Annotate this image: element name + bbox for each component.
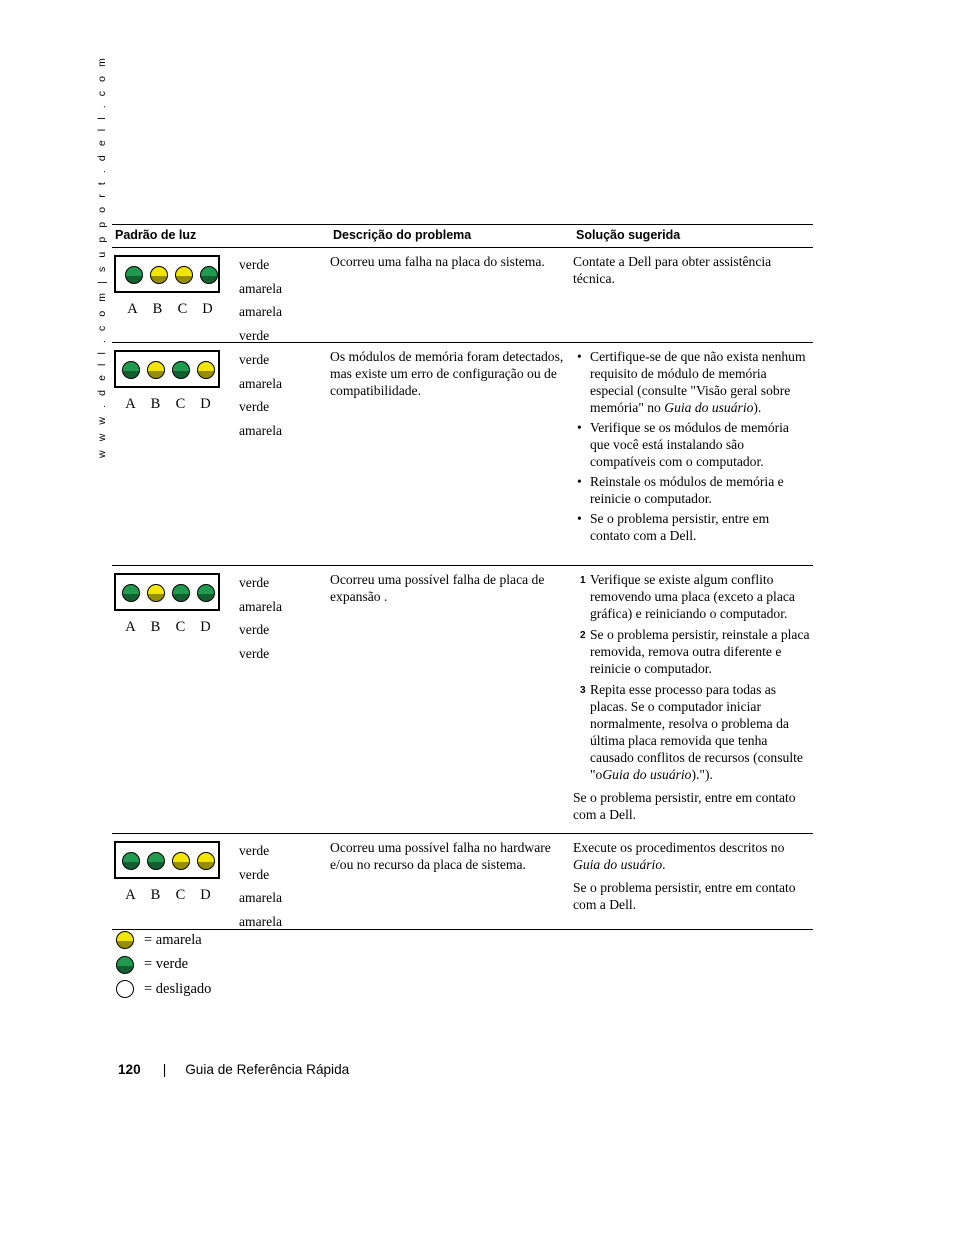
led-letters (118, 396, 328, 413)
green-led-icon (116, 956, 134, 974)
led-color-label: amarela (239, 375, 283, 391)
led-color-list (239, 839, 282, 933)
led-color-label: amarela (239, 913, 283, 929)
footer-title: Guia de Referência Rápida (185, 1062, 350, 1077)
led-panel (114, 350, 220, 388)
led-letter-b: B (150, 887, 161, 903)
legend-label-yellow: = amarela (144, 931, 202, 948)
header-pattern: Padrão de luz (112, 225, 330, 248)
led-color-label: verde (239, 399, 270, 414)
light-pattern-cell (112, 834, 330, 930)
led-color-label: amarela (239, 304, 283, 319)
led-panel (114, 255, 220, 293)
led-d-icon (197, 852, 215, 870)
led-letter-a: A (125, 619, 136, 635)
led-a-icon (122, 361, 140, 379)
led-letters (118, 619, 328, 636)
led-letter-c: C (177, 301, 188, 317)
led-c-icon (172, 584, 190, 602)
problem-description: Ocorreu uma falha na placa do sistema. (330, 248, 573, 343)
problem-description: Os módulos de memória foram detectados, mas existe um erro de configuração ou de compatibilidade. (330, 343, 573, 566)
led-letter-c: C (175, 396, 186, 412)
legend-row-green (116, 953, 211, 978)
side-url-text: w w w . d e l l . c o m | s u p p o r t . d e l l . c o m (96, 55, 108, 458)
suggested-solution (573, 566, 813, 834)
led-color-label: verde (239, 327, 270, 343)
led-letter-d: D (200, 396, 211, 412)
table-header-row (112, 225, 813, 248)
led-b-icon (150, 266, 168, 284)
side-url (82, 55, 108, 462)
table-row (112, 248, 813, 343)
light-pattern-cell (112, 248, 330, 343)
led-b-icon (147, 361, 165, 379)
led-d-icon (197, 361, 215, 379)
list-item: • Verifique se os módulos de memória que você está instalando são compatíveis com o computador. (573, 419, 811, 470)
diagnostic-light-table (112, 224, 813, 930)
led-letter-c: C (175, 887, 186, 903)
led-color-list (239, 348, 282, 442)
led-letter-b: B (152, 301, 163, 317)
led-color-label: verde (239, 645, 270, 661)
light-pattern-cell (112, 566, 330, 834)
list-item: 3 Repita esse processo para todas as placas. Se o computador iniciar normalmente, resolva o problema da última placa removida que tenha causado conflitos de recursos (consulte "oGuia do usuário)."). (580, 682, 803, 782)
led-letter-a: A (125, 887, 136, 903)
header-description: Descrição do problema (330, 225, 573, 248)
led-panel (114, 573, 220, 611)
list-item: • Certifique-se de que não exista nenhum requisito de módulo de memória especial (consulte "Visão geral sobre memória" no Guia do usuário). (573, 348, 811, 416)
table-row (112, 566, 813, 834)
list-item: 2 Se o problema persistir, reinstale a placa removida, remova outra diferente e reinicie o computador. (580, 627, 810, 676)
led-b-icon (147, 584, 165, 602)
led-letter-d: D (202, 301, 213, 317)
led-legend (116, 928, 211, 1002)
led-color-label: verde (239, 622, 270, 637)
led-letter-d: D (200, 887, 211, 903)
led-color-label: amarela (239, 422, 283, 438)
led-color-list (239, 571, 282, 665)
list-item: • Se o problema persistir, entre em contato com a Dell. (573, 510, 811, 544)
led-d-icon (200, 266, 218, 284)
led-c-icon (172, 852, 190, 870)
legend-row-yellow (116, 928, 211, 953)
led-letter-b: B (150, 619, 161, 635)
legend-row-off (116, 977, 211, 1002)
led-letters (118, 887, 328, 904)
led-letter-a: A (127, 301, 138, 317)
led-letter-a: A (125, 396, 136, 412)
led-color-label: verde (239, 843, 270, 858)
led-letters (120, 301, 328, 318)
solution-text: Execute os procedimentos descritos no Guia do usuário. (573, 840, 785, 872)
problem-description: Ocorreu uma possível falha de placa de expansão . (330, 566, 573, 834)
led-letter-d: D (200, 619, 211, 635)
legend-label-off: = desligado (144, 980, 212, 997)
led-a-icon (122, 852, 140, 870)
led-b-icon (147, 852, 165, 870)
led-panel (114, 841, 220, 879)
suggested-solution: Contate a Dell para obter assistência técnica. (573, 248, 813, 343)
led-c-icon (175, 266, 193, 284)
solution-bullets (573, 348, 811, 544)
led-color-label: amarela (239, 598, 283, 614)
off-led-icon (116, 980, 134, 998)
led-d-icon (197, 584, 215, 602)
led-color-label: verde (239, 575, 270, 590)
footer-separator: | (162, 1062, 167, 1077)
header-solution: Solução sugerida (573, 225, 813, 248)
led-color-label: amarela (239, 890, 283, 905)
problem-description: Ocorreu uma possível falha no hardware e/ou no recurso da placa de sistema. (330, 834, 573, 930)
led-color-label: verde (239, 866, 270, 882)
led-letter-b: B (150, 396, 161, 412)
list-item: • Reinstale os módulos de memória e reinicie o computador. (573, 473, 811, 507)
led-letter-c: C (175, 619, 186, 635)
legend-label-green: = verde (144, 956, 189, 973)
table-row (112, 343, 813, 566)
list-item: 1 Verifique se existe algum conflito removendo uma placa (exceto a placa gráfica) e reiniciando o computador. (580, 572, 795, 621)
led-c-icon (172, 361, 190, 379)
page-footer (118, 1062, 349, 1077)
suggested-solution (573, 343, 813, 566)
light-pattern-cell (112, 343, 330, 566)
solution-note: Se o problema persistir, entre em contato com a Dell. (573, 790, 796, 822)
led-color-list (239, 253, 282, 347)
led-a-icon (125, 266, 143, 284)
solution-note: Se o problema persistir, entre em contato com a Dell. (573, 880, 796, 912)
page-number: 120 (118, 1062, 141, 1077)
led-color-label: amarela (239, 280, 283, 296)
table-row (112, 834, 813, 930)
led-color-label: verde (239, 352, 270, 367)
suggested-solution (573, 834, 813, 930)
solution-steps (573, 571, 811, 783)
yellow-led-icon (116, 931, 134, 949)
led-color-label: verde (239, 257, 270, 272)
led-a-icon (122, 584, 140, 602)
